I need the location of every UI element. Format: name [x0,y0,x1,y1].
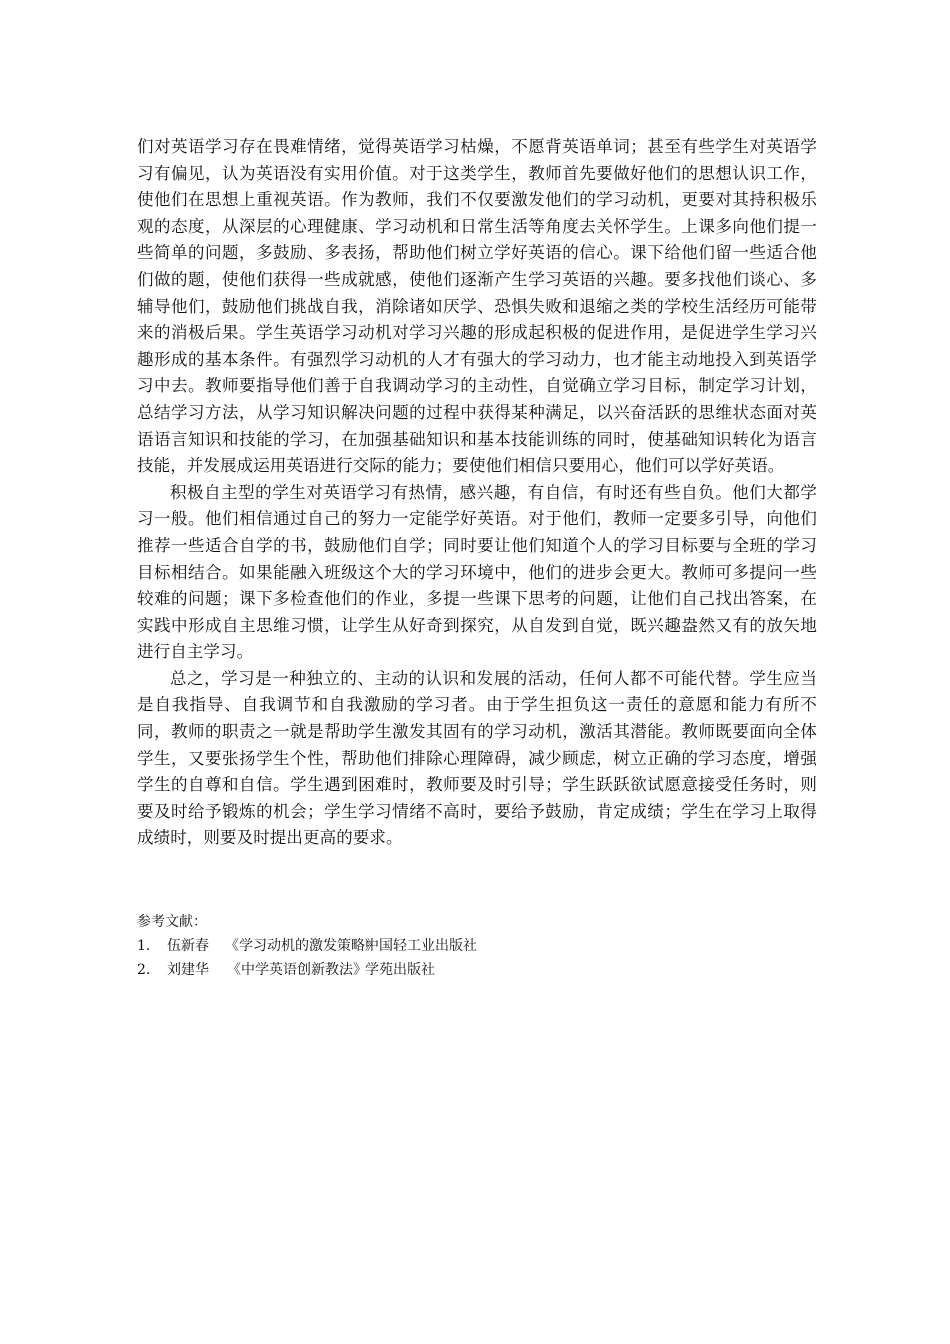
reference-publisher: 学苑出版社 [365,962,435,978]
paragraph-continued: 们对英语学习存在畏难情绪，觉得英语学习枯燥，不愿背英语单词；甚至有些学生对英语学习有偏见，认为英语没有实用价值。对于这类学生，教师首先要做好他们的思想认识工作，使他们在思想上重视英语。作为教师，我们不仅要激发他们的学习动机，更要对其持积极乐观的态度，从深层的心理健康、学习动机和日常生活等角度去关怀学生。上课多向他们提一些简单的问题，多鼓励、多表扬，帮助他们树立学好英语的信心。课下给他们留一些适合他们做的题，使他们获得一些成就感，使他们逐渐产生学习英语的兴趣。要多找他们谈心、多辅导他们，鼓励他们挑战自我，消除诸如厌学、恐惧失败和退缩之类的学校生活经历可能带来的消极后果。学生英语学习动机对学习兴趣的形成起积极的促进作用，是促进学生学习兴趣形成的基本条件。有强烈学习动机的人才有强大的学习动力，也才能主动地投入到英语学习中去。教师要指导他们善于自我调动学习的主动性，自觉确立学习目标，制定学习计划，总结学习方法，从学习知识解决问题的过程中获得某种满足，以兴奋活跃的思维状态面对英语语言知识和技能的学习，在加强基础知识和基本技能训练的同时，使基础知识转化为语言技能，并发展成运用英语进行交际的能力；要使他们相信只要用心，他们可以学好英语。 [137,137,817,476]
reference-title: 《中学英语创新教法》 [227,962,367,978]
reference-author: 伍新春 [167,938,209,954]
paragraph-conclusion: 总之，学习是一种独立的、主动的认识和发展的活动，任何人都不可能代替。学生应当是自我指导、自我调节和自我激励的学习者。由于学生担负这一责任的意愿和能力有所不同，教师的职责之一就是帮助学生激发其固有的学习动机，激活其潜能。教师既要面向全体学生，又要张扬学生个性，帮助他们排除心理障碍，减少顾虑，树立正确的学习态度，增强学生的自尊和自信。学生遇到困难时，教师要及时引导；学生跃跃欲试愿意接受任务时，则要及时给予锻炼的机会；学生学习情绪不高时，要给予鼓励，肯定成绩；学生在学习上取得成绩时，则要及时提出更高的要求。 [137,668,817,848]
reference-number: 1. [137,938,151,954]
references-section [137,910,817,982]
reference-number: 2. [137,962,151,978]
document-body [137,134,817,852]
references-list [137,934,817,982]
reference-item [137,934,817,958]
references-heading: 参考文献： [137,914,207,930]
reference-publisher: 中国轻工业出版社 [365,938,477,954]
paragraph-active-learners: 积极自主型的学生对英语学习有热情，感兴趣，有自信，有时还有些自负。他们大都学习一般。他们相信通过自己的努力一定能学好英语。对于他们，教师一定要多引导，向他们推荐一些适合自学的书，鼓励他们自学；同时要让他们知道个人的学习目标要与全班的学习目标相结合。如果能融入班级这个大的学习环境中，他们的进步会更大。教师可多提问一些较难的问题；课下多检查他们的作业，多提一些课下思考的问题，让他们自己找出答案，在实践中形成自主思维习惯，让学生从好奇到探究，从自发到自觉，既兴趣盎然又有的放矢地进行自主学习。 [137,482,817,662]
reference-title: 《学习动机的激发策略》 [225,938,379,954]
reference-item [137,958,817,982]
reference-author: 刘建华 [167,962,209,978]
